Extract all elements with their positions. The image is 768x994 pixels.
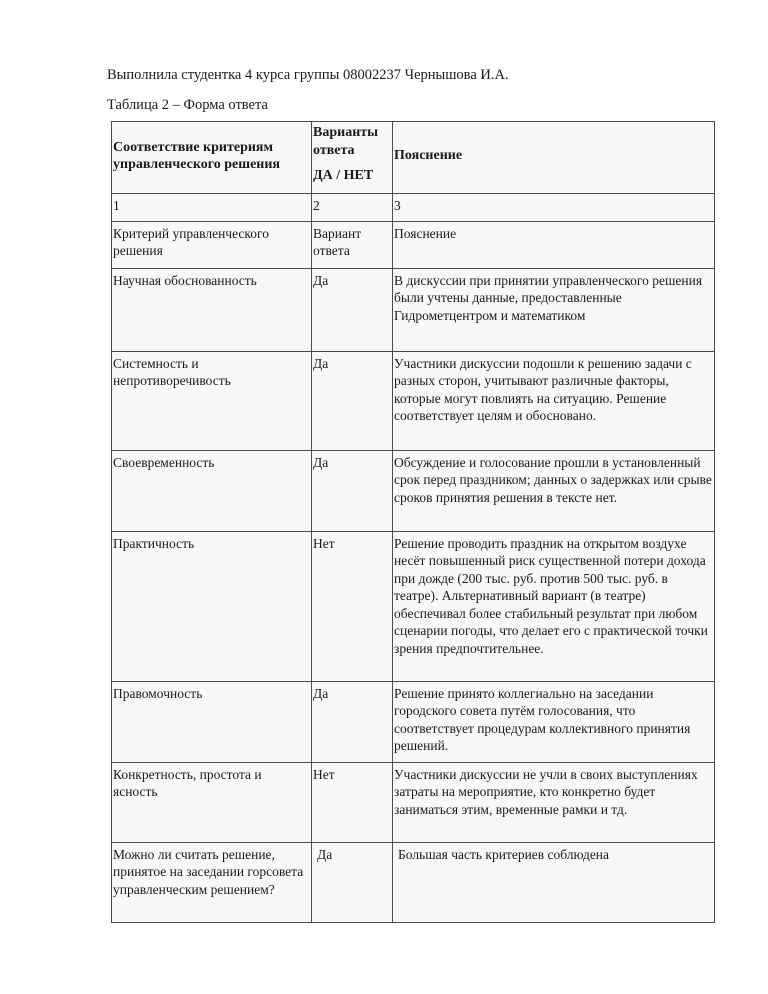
criterion-cell: Конкретность, простота и ясность (112, 762, 312, 842)
explanation-cell: Обсуждение и голосование прошли в установленный срок перед праздником; данных о задержках или срыве сроков принятия решения в тексте нет. (393, 450, 715, 531)
table-row (112, 762, 715, 842)
table-row (112, 268, 715, 351)
numbering-row (112, 194, 715, 222)
criterion-cell: Можно ли считать решение, принятое на заседании горсовета управленческим решением? (112, 842, 312, 922)
table-header-row (112, 122, 715, 194)
header-answer-label: Варианты ответа (313, 125, 379, 158)
explanation-cell: Участники дискуссии подошли к решению задачи с разных сторон, учитывают различные факторы, которые могут повлиять на ситуацию. Решение соответствует целям и обосновано. (393, 351, 715, 450)
criterion-cell: Научная обоснованность (112, 268, 312, 351)
explanation-cell: Решение проводить праздник на открытом воздухе несёт повышенный риск существенной потери дохода при дожде (200 тыс. руб. против 500 тыс. руб. в театре). Альтернативный вариант (в театре) обеспечивал более стабильный результат при любом сценарии погоды, что делает его с практической точки зрения предпочтительнее. (393, 531, 715, 681)
explanation-cell: Пояснение (393, 221, 715, 268)
explanation-cell: Решение принято коллегиально на заседании городского совета путём голосования, что соответствует процедурам коллективного принятия решений. (393, 681, 715, 762)
criterion-cell: Своевременность (112, 450, 312, 531)
explanation-cell (393, 842, 715, 922)
table-row (112, 351, 715, 450)
answer-cell: Нет (312, 531, 393, 681)
answer-form-table (111, 121, 715, 923)
answer-cell: Нет (312, 762, 393, 842)
criterion-cell: Критерий управленческого решения (112, 221, 312, 268)
author-line: Выполнила студентка 4 курса группы 08002237 Чернышова И.А. (107, 67, 509, 83)
answer-cell (312, 842, 393, 922)
column-number: 3 (393, 194, 715, 222)
table-row (112, 531, 715, 681)
header-explanation: Пояснение (393, 122, 715, 194)
answer-cell: Да (312, 450, 393, 531)
criterion-cell: Практичность (112, 531, 312, 681)
criterion-cell: Правомочность (112, 681, 312, 762)
answer-value: Да (317, 846, 333, 862)
header-answer-sublabel: ДА / НЕТ (313, 168, 374, 183)
header-criteria: Соответствие критериям управленческого решения (112, 122, 312, 194)
table-row (112, 221, 715, 268)
table-row (112, 681, 715, 762)
header-answer-options (312, 122, 393, 194)
criterion-cell: Системность и непротиворечивость (112, 351, 312, 450)
answer-cell: Да (312, 681, 393, 762)
explanation-cell: В дискуссии при принятии управленческого решения были учтены данные, предоставленные Гидрометцентром и математиком (393, 268, 715, 351)
column-number: 2 (312, 194, 393, 222)
explanation-cell: Участники дискуссии не учли в своих выступлениях затраты на мероприятие, кто конкретно будет заниматься этим, временные рамки и тд. (393, 762, 715, 842)
answer-cell: Да (312, 268, 393, 351)
answer-cell: Вариант ответа (312, 221, 393, 268)
table-caption: Таблица 2 – Форма ответа (107, 97, 268, 113)
column-number: 1 (112, 194, 312, 222)
table-row (112, 842, 715, 922)
table-row (112, 450, 715, 531)
answer-cell: Да (312, 351, 393, 450)
explanation-value: Большая часть критериев соблюдена (398, 846, 610, 862)
